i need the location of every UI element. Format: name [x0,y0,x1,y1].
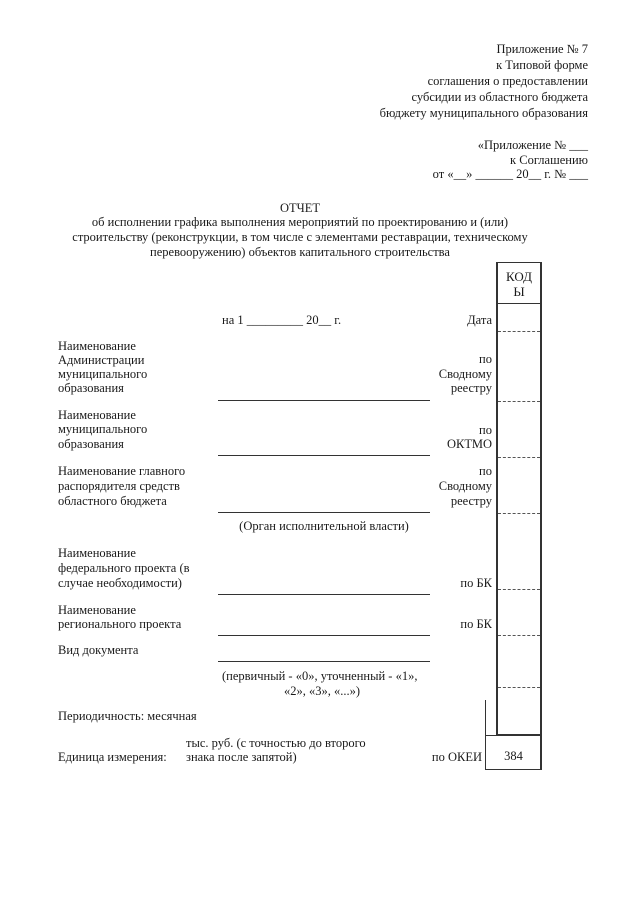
admin-code-1: по [479,352,492,366]
periodicity-label: Периодичность: месячная [58,709,197,723]
federal-project-label-1: Наименование [58,546,136,560]
report-title: ОТЧЕТ [279,201,321,215]
federal-project-label-2: федерального проекта (в [58,561,190,575]
admin-label-3: муниципального [58,367,148,381]
report-date-label: на 1 _________ 20__ г. [222,313,342,327]
grbs-caption: (Орган исполнительной власти) [239,519,409,533]
agreement-appendix-number: «Приложение № ___ [477,138,588,152]
grbs-code-2: Сводному [438,479,492,493]
admin-label-2: Администрации [58,353,145,367]
doc-type-caption-2: «2», «3», «...») [284,684,361,698]
federal-project-label-3: случае необходимости) [58,576,182,590]
agreement-ref: к Соглашению [510,153,588,167]
codes-header-2: Ы [513,284,525,299]
municipality-label-3: образования [58,437,124,451]
municipality-code-2: ОКТМО [447,437,492,451]
grbs-input-line [218,512,430,513]
appendix-budget-ref: бюджету муниципального образования [379,106,588,120]
admin-code-2: Сводному [438,367,492,381]
unit-value-1: тыс. руб. (с точностью до второго [186,736,366,750]
admin-label-4: образования [58,381,124,395]
doc-type-label: Вид документа [58,643,139,657]
federal-project-code: по БК [460,576,492,590]
grbs-label-3: областного бюджета [58,494,167,508]
unit-value-2: знака после запятой) [186,750,297,764]
municipality-label-2: муниципального [58,422,148,436]
regional-project-label-1: Наименование [58,603,136,617]
unit-label: Единица измерения: [58,750,167,764]
admin-code-3: реестру [450,381,492,395]
appendix-form-ref: к Типовой форме [496,58,588,72]
grbs-code-3: реестру [450,494,492,508]
municipality-code-1: по [479,423,492,437]
report-subtitle-2: строительству (реконструкции, в том числе с элементами реставрации, техническому [72,230,528,244]
okei-code-label: по ОКЕИ [431,750,482,764]
report-subtitle-3: перевооружению) объектов капитального строительства [150,245,450,259]
appendix-subsidy-ref: субсидии из областного бюджета [411,90,588,104]
municipality-input-line [218,455,430,456]
grbs-label-1: Наименование главного [58,464,186,478]
date-code-label: Дата [467,313,492,327]
regional-project-input-line [218,635,430,636]
okei-code-value: 384 [504,749,523,763]
codes-column [496,262,542,735]
doc-type-input-line [218,661,430,662]
federal-project-input-line [218,594,430,595]
admin-input-line [218,400,430,401]
admin-label-1: Наименование [58,339,136,353]
codes-header-1: КОД [506,269,532,284]
grbs-label-2: распорядителя средств [58,479,180,493]
grbs-code-1: по [479,464,492,478]
regional-project-code: по БК [460,617,492,631]
regional-project-label-2: регионального проекта [58,617,182,631]
municipality-label-1: Наименование [58,408,136,422]
appendix-number: Приложение № 7 [496,42,588,56]
report-subtitle-1: об исполнении графика выполнения мероприятий по проектированию и (или) [91,215,509,229]
appendix-agreement-ref: соглашения о предоставлении [427,74,588,88]
agreement-date-number: от «__» ______ 20__ г. № ___ [432,167,588,181]
doc-type-caption-1: (первичный - «0», уточненный - «1», [222,669,418,683]
